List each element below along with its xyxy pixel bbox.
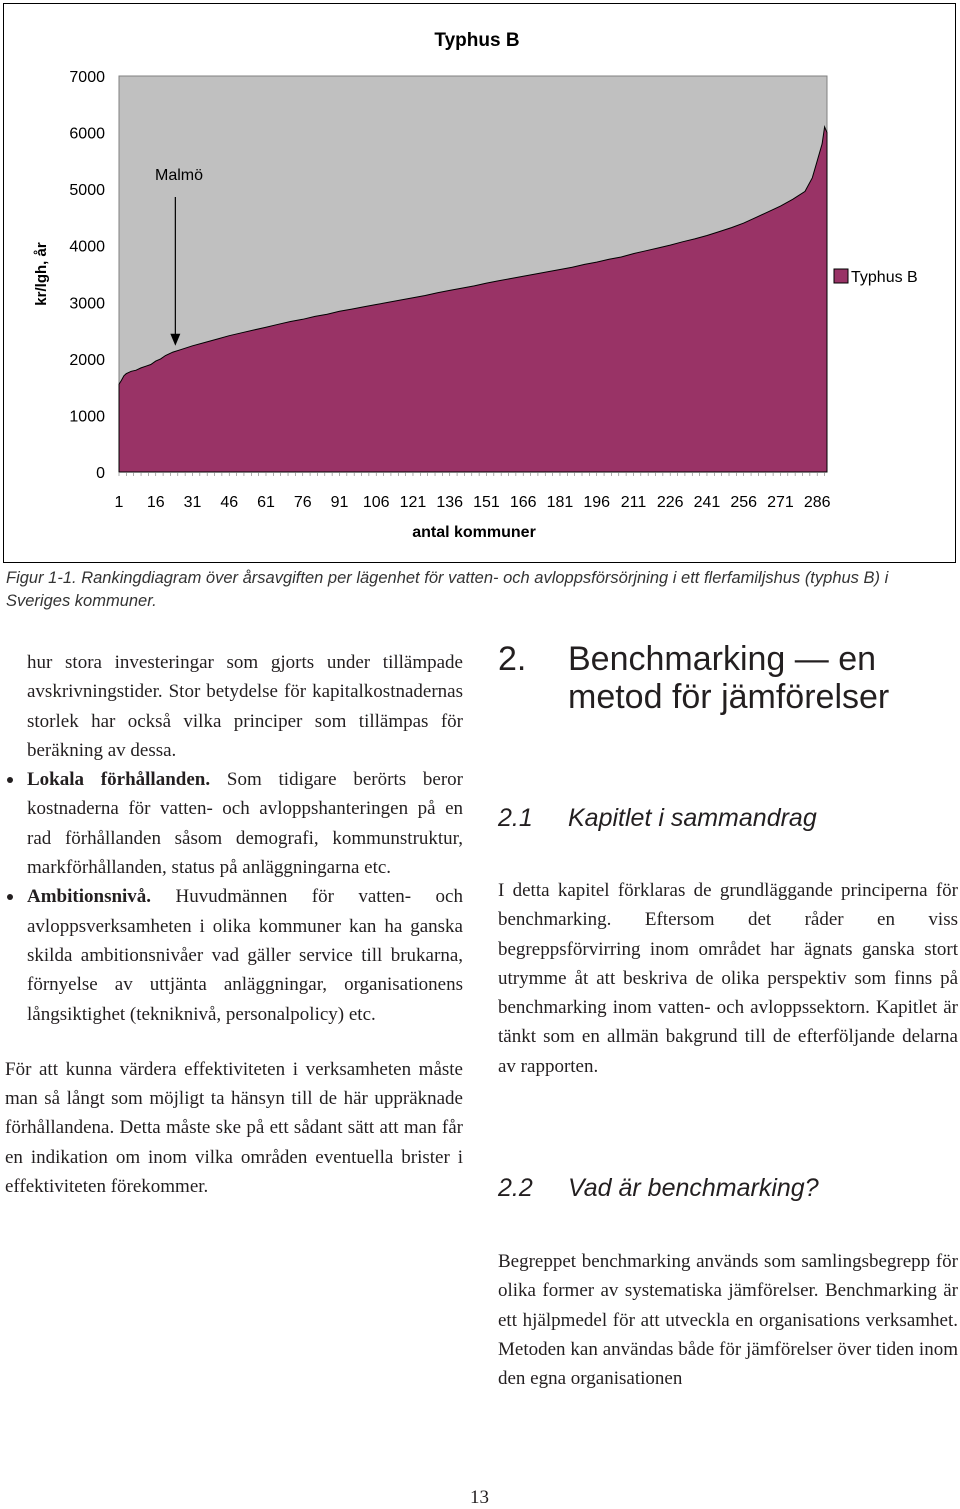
x-tick-label: 271 xyxy=(767,494,794,511)
legend-swatch xyxy=(834,269,848,283)
left-column xyxy=(5,648,463,1201)
x-tick-label: 211 xyxy=(620,494,647,511)
ranking-chart xyxy=(4,4,954,561)
page-number: 13 xyxy=(470,1487,489,1508)
x-tick-label: 76 xyxy=(293,494,312,511)
y-tick-label: 2000 xyxy=(69,351,105,369)
annotation-label: Malmö xyxy=(154,167,204,184)
summary-paragraph: I detta kapitel förklaras de grundläggande principerna för benchmarking. Eftersom det råder en viss begreppsförvirring inom området har ägnats ganska stort utrymme åt att beskriva de olika perspektiv som finns på benchmarking inom vatten- och avloppssektorn. Kapitlet är tänkt som en allmän bakgrund till de efterföljande delarna av rapporten. xyxy=(498,880,958,1077)
section-number: 2.2 xyxy=(498,1174,533,1203)
x-tick-label: 16 xyxy=(146,494,165,511)
x-tick-label: 136 xyxy=(436,494,464,511)
bullet-lead: Ambitionsnivå. xyxy=(27,886,152,908)
x-axis-title: antal kommuner xyxy=(412,524,536,541)
x-tick-label: 91 xyxy=(330,494,349,511)
x-tick-label: 151 xyxy=(473,494,500,511)
chapter-number: 2. xyxy=(498,640,527,678)
y-tick-label: 3000 xyxy=(69,295,105,313)
x-tick-label: 61 xyxy=(257,494,275,511)
y-axis-title: kr/lgh, år xyxy=(33,242,50,306)
bullet-lead: Lokala förhållanden. xyxy=(27,769,211,791)
chapter-title: Benchmarking — en metod för jämförelser xyxy=(568,640,890,716)
section-number: 2.1 xyxy=(498,804,533,832)
y-tick-label: 0 xyxy=(96,465,105,482)
section-title: Vad är benchmarking? xyxy=(568,1174,819,1203)
y-tick-label: 4000 xyxy=(69,238,105,256)
x-tick-label: 31 xyxy=(183,494,202,511)
right-column xyxy=(498,640,958,1394)
bullet-ambition xyxy=(5,882,463,1028)
bullet-icon xyxy=(7,894,13,900)
chapter-heading xyxy=(498,640,958,716)
continuation-paragraph: hur stora investeringar som gjorts under tillämpade avskrivningstider. Stor betydelse för kapitalkostnadernas storlek har också vilka principer som tillämpas för beräkning av dessa. xyxy=(27,652,463,761)
y-tick-label: 7000 xyxy=(69,69,105,86)
x-tick-label: 226 xyxy=(656,494,684,511)
section-heading-2-2 xyxy=(498,1173,958,1203)
x-tick-label: 166 xyxy=(509,494,537,511)
legend-label: Typhus B xyxy=(851,269,918,286)
chart-title: Typhus B xyxy=(434,30,520,51)
figure-caption: Figur 1-1. Rankingdiagram över årsavgiften per lägenhet för vatten- och avloppsförsörjning i ett flerfamiljshus (typhus B) i Sveriges kommuner. xyxy=(6,569,889,610)
chart-frame xyxy=(3,3,956,563)
x-tick-label: 196 xyxy=(583,494,611,511)
y-tick-label: 6000 xyxy=(69,125,105,143)
bullet-icon xyxy=(7,777,13,783)
bullet-lokala xyxy=(5,765,463,882)
x-tick-label: 286 xyxy=(803,494,831,511)
bullet-text: Som tidigare berörts beror kostnaderna för vatten- och avloppshanteringen på en rad förhållanden såsom demografi, kommunstruktur, markförhållanden, status på anläggningarna etc. xyxy=(27,769,463,879)
x-tick-label: 1 xyxy=(114,494,124,511)
x-tick-label: 106 xyxy=(362,494,390,511)
bullet-text: Huvudmännen för vatten- och avloppsverksamheten i olika kommuner kan ha ganska skilda ambitionsnivåer vad gäller service till brukarna, förnyelse av uttjänta anläggningar, organisationens långsiktighet (tekniknivå, personalpolicy) etc. xyxy=(27,886,463,1025)
x-tick-label: 241 xyxy=(693,494,721,511)
x-tick-label: 121 xyxy=(399,494,427,511)
y-tick-label: 1000 xyxy=(69,408,105,426)
section-heading-2-1 xyxy=(498,803,958,833)
x-tick-label: 256 xyxy=(730,494,758,511)
section-title: Kapitlet i sammandrag xyxy=(568,804,817,832)
x-tick-label: 46 xyxy=(220,494,239,511)
y-tick-label: 5000 xyxy=(69,182,105,200)
x-tick-label: 181 xyxy=(546,494,574,511)
benchmarking-paragraph: Begreppet benchmarking används som samlingsbegrepp för olika former av systematiska jämförelser. Benchmarking är ett hjälpmedel för att utveckla en organisations verksamhet. Metoden kan användas både för jämförelser över tiden inom den egna organisationen xyxy=(498,1251,958,1390)
body-paragraph: För att kunna värdera effektiviteten i verksamheten måste man så långt som möjligt ta hänsyn till de här uppräknade förhållandena. Detta måste ske på ett sådant sätt att man får en indikation om inom vilka områden eventuella brister i effektiviteten förekommer. xyxy=(5,1058,463,1198)
